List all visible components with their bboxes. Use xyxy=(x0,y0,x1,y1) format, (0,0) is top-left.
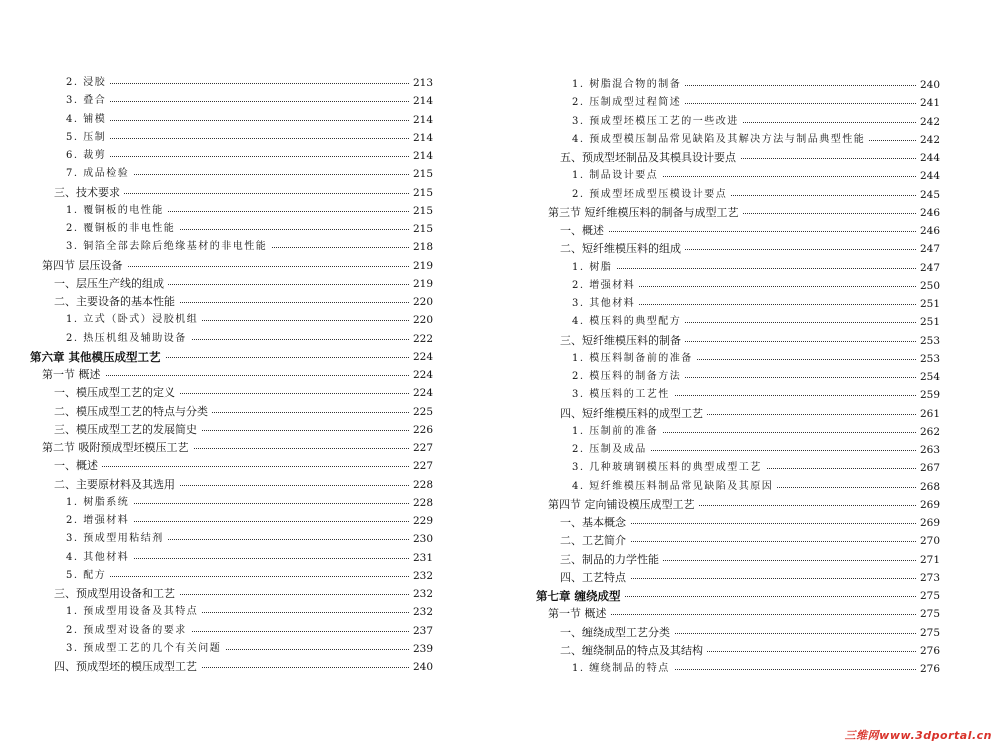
toc-entry-title: 3. 模压料的工艺性 xyxy=(572,386,674,404)
toc-entry-page: 214 xyxy=(409,147,433,165)
toc-entry-title: 3. 几种玻璃钢模压料的典型成型工艺 xyxy=(572,459,766,477)
toc-entry xyxy=(560,222,940,240)
toc-entry xyxy=(54,658,433,676)
dot-leader xyxy=(66,156,433,157)
toc-entry xyxy=(572,441,940,459)
toc-entry-title: 4. 铺模 xyxy=(66,111,110,129)
toc-entry xyxy=(66,111,433,129)
toc-entry-title: 2. 预成型对设备的要求 xyxy=(66,622,191,640)
toc-entry-page: 240 xyxy=(409,658,433,676)
toc-entry-title: 3. 预成型用粘结剂 xyxy=(66,530,168,548)
dot-leader xyxy=(66,83,433,84)
toc-entry xyxy=(42,439,433,457)
toc-entry-title: 二、短纤维模压料的组成 xyxy=(560,240,685,258)
toc-entry-title: 1. 缠绕制品的特点 xyxy=(572,660,674,678)
toc-entry xyxy=(66,202,433,220)
toc-entry-title: 2. 模压料的制备方法 xyxy=(572,368,685,386)
toc-entry-title: 2. 增强材料 xyxy=(572,277,639,295)
toc-entry xyxy=(560,514,940,532)
toc-entry-page: 268 xyxy=(916,478,940,496)
toc-entry xyxy=(66,603,433,621)
toc-entry xyxy=(66,494,433,512)
dot-leader xyxy=(66,576,433,577)
toc-entry-page: 225 xyxy=(409,403,433,421)
toc-entry-page: 218 xyxy=(409,238,433,256)
toc-entry xyxy=(536,587,940,605)
toc-entry xyxy=(66,311,433,329)
toc-entry xyxy=(54,476,433,494)
toc-entry-page: 269 xyxy=(916,496,940,514)
toc-entry-title: 一、概述 xyxy=(54,457,102,475)
toc-entry xyxy=(572,94,940,112)
toc-entry-title: 三、预成型用设备和工艺 xyxy=(54,585,179,603)
toc-entry-title: 二、工艺简介 xyxy=(560,532,630,550)
toc-entry-page: 251 xyxy=(916,313,940,331)
dot-leader xyxy=(66,120,433,121)
toc-entry-title: 第一节 概述 xyxy=(548,605,611,623)
toc-entry-page: 232 xyxy=(409,567,433,585)
toc-entry-title: 1. 树脂 xyxy=(572,259,616,277)
toc-entry-title: 1. 立式（卧式）浸胶机组 xyxy=(66,311,202,329)
toc-entry xyxy=(42,257,433,275)
toc-entry-title: 二、主要原材料及其选用 xyxy=(54,476,179,494)
toc-entry xyxy=(54,421,433,439)
toc-entry-page: 220 xyxy=(409,293,433,311)
toc-entry-page: 261 xyxy=(916,405,940,423)
toc-entry-page: 214 xyxy=(409,111,433,129)
toc-entry-title: 3. 预成型坯模压工艺的一些改进 xyxy=(572,113,743,131)
toc-entry xyxy=(560,149,940,167)
toc-entry xyxy=(66,165,433,183)
toc-entry xyxy=(66,330,433,348)
toc-entry-page: 253 xyxy=(916,332,940,350)
toc-entry-page: 230 xyxy=(409,530,433,548)
toc-entry-page: 245 xyxy=(916,186,940,204)
toc-entry-title: 2. 热压机组及辅助设备 xyxy=(66,330,191,348)
toc-entry xyxy=(66,92,433,110)
toc-entry xyxy=(572,295,940,313)
toc-entry-title: 3. 叠合 xyxy=(66,92,110,110)
toc-entry xyxy=(572,350,940,368)
toc-entry-page: 250 xyxy=(916,277,940,295)
toc-entry xyxy=(54,275,433,293)
dot-leader xyxy=(66,138,433,139)
toc-entry-page: 232 xyxy=(409,585,433,603)
toc-entry-title: 1. 覆铜板的电性能 xyxy=(66,202,168,220)
toc-entry-title: 第三节 短纤维模压料的制备与成型工艺 xyxy=(548,204,743,222)
toc-entry xyxy=(572,660,940,678)
toc-entry-title: 二、模压成型工艺的特点与分类 xyxy=(54,403,212,421)
toc-entry-title: 第二节 吸附预成型坯模压工艺 xyxy=(42,439,193,457)
toc-entry-title: 三、技术要求 xyxy=(54,184,124,202)
toc-entry-title: 一、基本概念 xyxy=(560,514,630,532)
toc-entry-page: 269 xyxy=(916,514,940,532)
toc-entry-title: 1. 树脂混合物的制备 xyxy=(572,76,685,94)
toc-entry-page: 215 xyxy=(409,202,433,220)
toc-entry xyxy=(560,532,940,550)
toc-entry xyxy=(548,496,940,514)
dot-leader xyxy=(66,101,433,102)
toc-entry-page: 239 xyxy=(409,640,433,658)
toc-entry xyxy=(572,113,940,131)
toc-entry-page: 228 xyxy=(409,476,433,494)
toc-entry xyxy=(66,530,433,548)
toc-entry-title: 三、制品的力学性能 xyxy=(560,551,663,569)
toc-entry-page: 263 xyxy=(916,441,940,459)
toc-entry xyxy=(548,605,940,623)
toc-entry-title: 4. 其他材料 xyxy=(66,549,133,567)
toc-entry-page: 276 xyxy=(916,660,940,678)
toc-entry-title: 3. 其他材料 xyxy=(572,295,639,313)
toc-entry xyxy=(54,585,433,603)
toc-entry xyxy=(42,366,433,384)
toc-entry xyxy=(560,569,940,587)
toc-entry xyxy=(572,76,940,94)
toc-entry-page: 220 xyxy=(409,311,433,329)
toc-entry-page: 237 xyxy=(409,622,433,640)
toc-entry-title: 2. 预成型坯成型压模设计要点 xyxy=(572,186,731,204)
toc-entry-page: 242 xyxy=(916,131,940,149)
toc-entry-page: 253 xyxy=(916,350,940,368)
toc-entry-page: 224 xyxy=(409,366,433,384)
toc-entry-page: 229 xyxy=(409,512,433,530)
toc-entry-title: 3. 铜箔全部去除后绝缘基材的非电性能 xyxy=(66,238,271,256)
toc-entry xyxy=(572,478,940,496)
toc-entry xyxy=(66,549,433,567)
toc-entry-title: 2. 压制成型过程简述 xyxy=(572,94,685,112)
toc-entry xyxy=(66,74,433,92)
toc-entry-page: 213 xyxy=(409,74,433,92)
toc-entry-title: 2. 压制及成品 xyxy=(572,441,651,459)
toc-entry xyxy=(66,129,433,147)
toc-entry-page: 254 xyxy=(916,368,940,386)
toc-entry-title: 第六章 其他模压成型工艺 xyxy=(30,348,165,366)
toc-entry-page: 228 xyxy=(409,494,433,512)
toc-entry-page: 244 xyxy=(916,149,940,167)
toc-entry-title: 5. 压制 xyxy=(66,129,110,147)
toc-entry-title: 6. 裁剪 xyxy=(66,147,110,165)
toc-entry-page: 242 xyxy=(916,113,940,131)
toc-entry xyxy=(66,640,433,658)
toc-entry-page: 259 xyxy=(916,386,940,404)
toc-entry-page: 276 xyxy=(916,642,940,660)
toc-entry-title: 二、主要设备的基本性能 xyxy=(54,293,179,311)
toc-entry-page: 219 xyxy=(409,257,433,275)
toc-entry-page: 262 xyxy=(916,423,940,441)
toc-entry-page: 231 xyxy=(409,549,433,567)
toc-entry-page: 224 xyxy=(409,384,433,402)
toc-entry xyxy=(572,386,940,404)
toc-entry xyxy=(572,259,940,277)
toc-entry-page: 215 xyxy=(409,184,433,202)
toc-entry-title: 3. 预成型工艺的几个有关问题 xyxy=(66,640,225,658)
toc-entry-page: 246 xyxy=(916,222,940,240)
toc-entry-page: 240 xyxy=(916,76,940,94)
toc-entry-title: 一、缠绕成型工艺分类 xyxy=(560,624,674,642)
toc-entry-page: 247 xyxy=(916,259,940,277)
toc-entry-title: 1. 树脂系统 xyxy=(66,494,133,512)
toc-entry-page: 227 xyxy=(409,457,433,475)
toc-entry-title: 1. 制品设计要点 xyxy=(572,167,662,185)
toc-entry xyxy=(560,624,940,642)
toc-entry-page: 215 xyxy=(409,220,433,238)
toc-entry xyxy=(66,147,433,165)
toc-entry xyxy=(548,204,940,222)
toc-entry xyxy=(54,403,433,421)
toc-entry xyxy=(560,240,940,258)
toc-entry-page: 275 xyxy=(916,587,940,605)
toc-entry-page: 214 xyxy=(409,92,433,110)
toc-entry-page: 251 xyxy=(916,295,940,313)
toc-entry xyxy=(572,368,940,386)
toc-entry-page: 275 xyxy=(916,605,940,623)
toc-entry xyxy=(66,512,433,530)
toc-entry xyxy=(66,567,433,585)
toc-entry xyxy=(572,423,940,441)
toc-entry-page: 227 xyxy=(409,439,433,457)
toc-entry-page: 271 xyxy=(916,551,940,569)
toc-entry-title: 2. 增强材料 xyxy=(66,512,133,530)
toc-entry-page: 215 xyxy=(409,165,433,183)
toc-entry xyxy=(572,313,940,331)
toc-entry-page: 226 xyxy=(409,421,433,439)
toc-entry-page: 267 xyxy=(916,459,940,477)
toc-entry-title: 五、预成型坯制品及其模具设计要点 xyxy=(560,149,740,167)
toc-entry xyxy=(54,184,433,202)
toc-entry xyxy=(572,167,940,185)
toc-entry xyxy=(30,348,433,366)
toc-entry-page: 244 xyxy=(916,167,940,185)
toc-entry xyxy=(54,457,433,475)
toc-entry xyxy=(572,277,940,295)
toc-entry-title: 一、层压生产线的组成 xyxy=(54,275,168,293)
toc-entry-title: 4. 短纤维模压料制品常见缺陷及其原因 xyxy=(572,478,777,496)
toc-entry-page: 222 xyxy=(409,330,433,348)
toc-entry-title: 四、工艺特点 xyxy=(560,569,630,587)
toc-entry-title: 2. 覆铜板的非电性能 xyxy=(66,220,179,238)
toc-entry-title: 4. 模压料的典型配方 xyxy=(572,313,685,331)
toc-entry-title: 第一节 概述 xyxy=(42,366,105,384)
toc-entry-title: 2. 浸胶 xyxy=(66,74,110,92)
toc-entry xyxy=(572,186,940,204)
toc-entry-title: 第四节 层压设备 xyxy=(42,257,127,275)
toc-entry-page: 241 xyxy=(916,94,940,112)
toc-entry-title: 1. 模压料制备前的准备 xyxy=(572,350,697,368)
toc-entry xyxy=(66,220,433,238)
toc-entry-title: 4. 预成型模压制品常见缺陷及其解决方法与制品典型性能 xyxy=(572,131,869,149)
dot-leader xyxy=(572,268,940,269)
toc-entry xyxy=(560,551,940,569)
toc-entry-title: 第七章 缠绕成型 xyxy=(536,587,625,605)
toc-entry xyxy=(560,332,940,350)
toc-entry-title: 四、预成型坯的模压成型工艺 xyxy=(54,658,201,676)
watermark: 三维网www.3dportal.cn xyxy=(844,729,992,742)
toc-entry xyxy=(560,405,940,423)
toc-entry xyxy=(572,131,940,149)
toc-entry-title: 三、短纤维模压料的制备 xyxy=(560,332,685,350)
dot-leader xyxy=(54,466,433,467)
toc-entry-page: 247 xyxy=(916,240,940,258)
toc-entry xyxy=(54,384,433,402)
toc-entry-title: 四、短纤维模压料的成型工艺 xyxy=(560,405,707,423)
toc-entry-title: 一、模压成型工艺的定义 xyxy=(54,384,179,402)
toc-entry-page: 214 xyxy=(409,129,433,147)
toc-entry-page: 275 xyxy=(916,624,940,642)
toc-entry-title: 三、模压成型工艺的发展简史 xyxy=(54,421,201,439)
toc-entry-title: 二、缠绕制品的特点及其结构 xyxy=(560,642,707,660)
toc-entry-title: 5. 配方 xyxy=(66,567,110,585)
toc-entry-title: 1. 预成型用设备及其特点 xyxy=(66,603,202,621)
toc-entry-title: 7. 成品检验 xyxy=(66,165,133,183)
toc-entry xyxy=(54,293,433,311)
toc-entry-title: 1. 压制前的准备 xyxy=(572,423,662,441)
toc-entry xyxy=(572,459,940,477)
toc-entry xyxy=(66,622,433,640)
toc-entry-page: 219 xyxy=(409,275,433,293)
toc-entry-title: 一、概述 xyxy=(560,222,608,240)
toc-entry xyxy=(66,238,433,256)
toc-entry-page: 273 xyxy=(916,569,940,587)
toc-entry-page: 246 xyxy=(916,204,940,222)
toc-entry-title: 第四节 定向铺设模压成型工艺 xyxy=(548,496,699,514)
toc-entry-page: 270 xyxy=(916,532,940,550)
dot-leader xyxy=(560,231,940,232)
toc-entry-page: 232 xyxy=(409,603,433,621)
toc-entry xyxy=(560,642,940,660)
toc-entry-page: 224 xyxy=(409,348,433,366)
